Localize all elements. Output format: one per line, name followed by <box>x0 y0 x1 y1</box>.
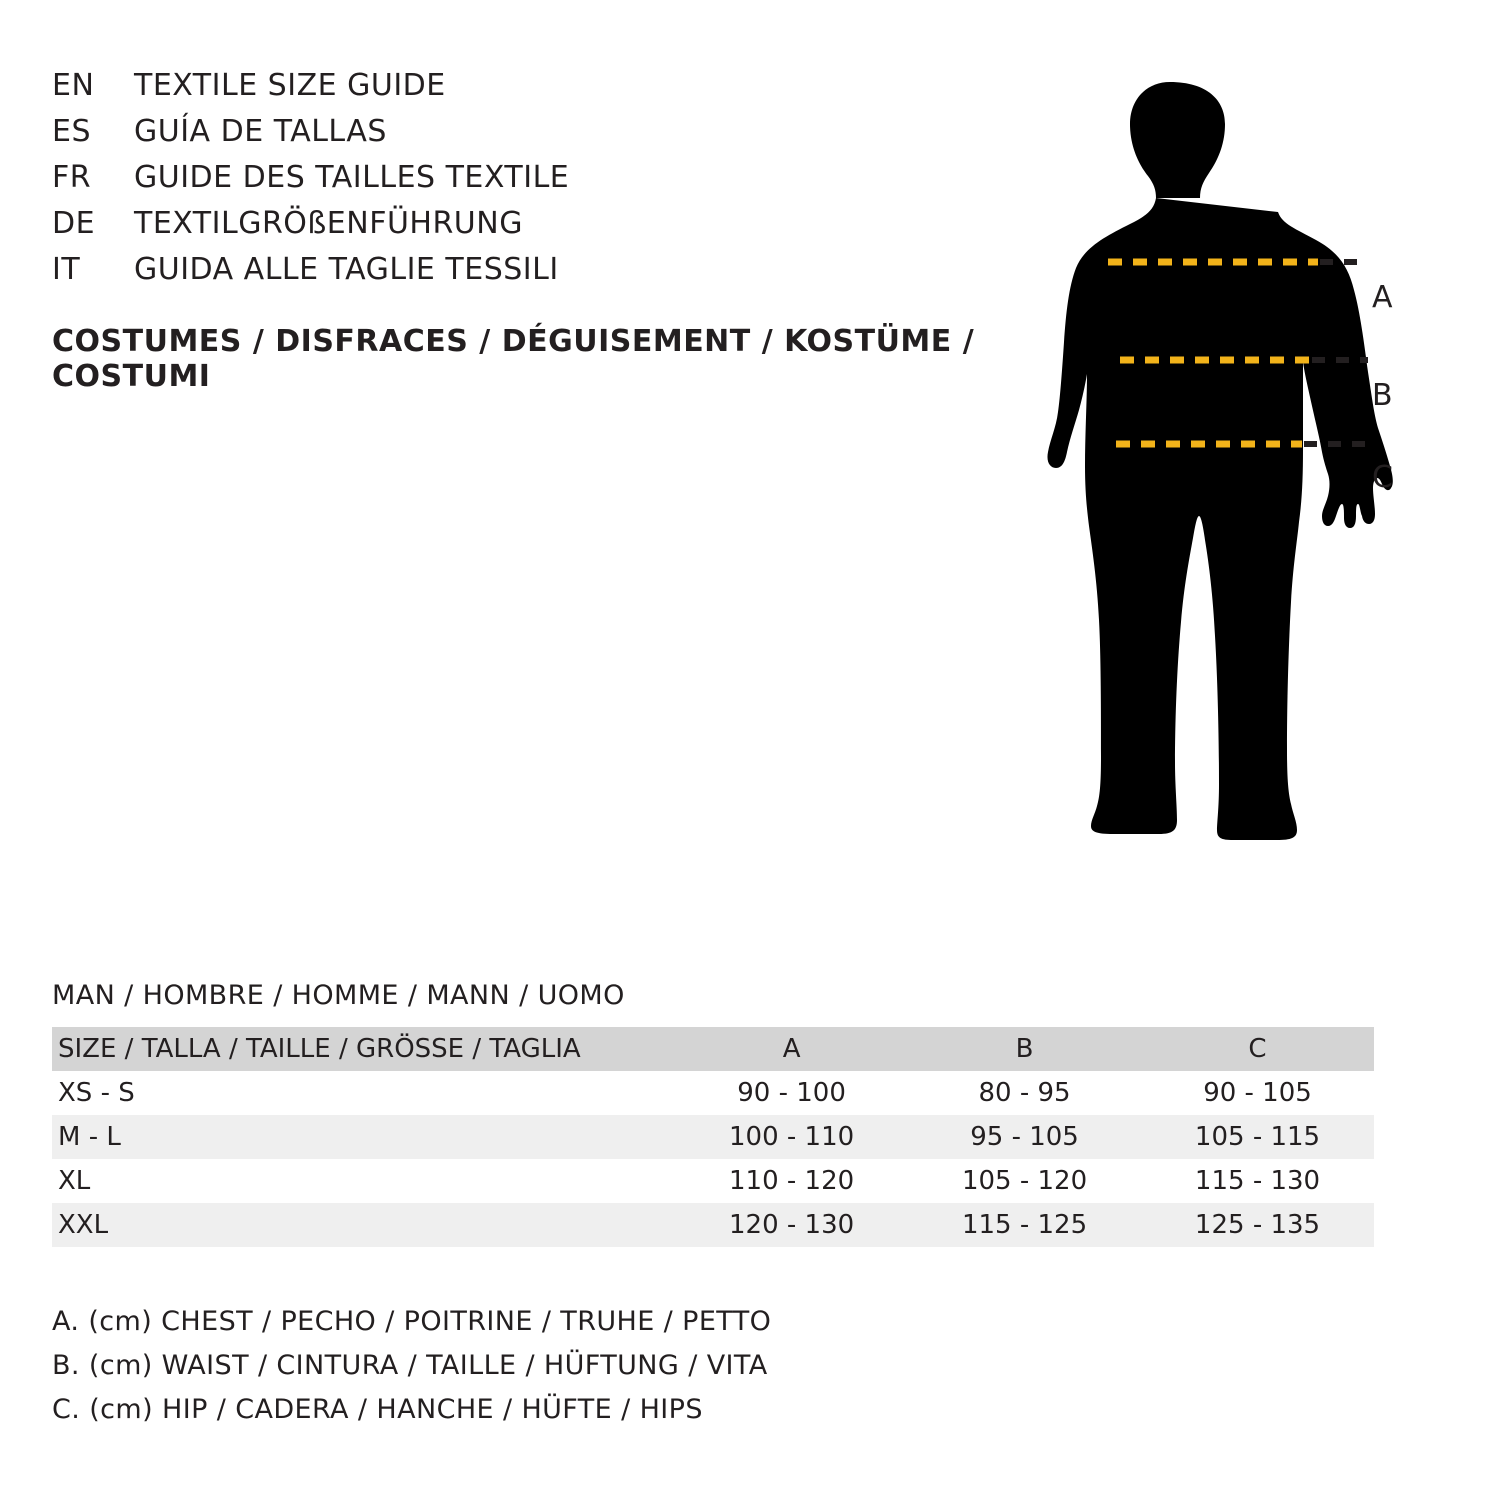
legend-item-b: B. (cm) WAIST / CINTURA / TAILLE / HÜFTUNG / VITA <box>52 1350 768 1381</box>
cell-b: 115 - 125 <box>961 1210 1088 1240</box>
table-row <box>52 1071 1374 1115</box>
costumes-subtitle: COSTUMES / DISFRACES / DÉGUISEMENT / KOSTÜME / COSTUMI <box>52 324 975 394</box>
language-title: GUIDA ALLE TAGLIE TESSILI <box>134 252 559 287</box>
size-table-body <box>52 1071 1374 1247</box>
measurement-legend <box>52 1300 1052 1432</box>
language-row-es <box>52 114 1032 160</box>
cell-a: 120 - 130 <box>729 1210 855 1240</box>
table-row <box>52 1203 1374 1247</box>
cell-a: 100 - 110 <box>729 1122 855 1152</box>
table-header-row <box>52 1027 1374 1071</box>
cell-size: XS - S <box>58 1078 135 1108</box>
cell-c: 125 - 135 <box>1194 1210 1321 1240</box>
cell-c: 105 - 115 <box>1194 1122 1321 1152</box>
table-row <box>52 1159 1374 1203</box>
cell-size: M - L <box>58 1122 121 1152</box>
table-row <box>52 1115 1374 1159</box>
column-header-a: A <box>782 1034 801 1064</box>
language-row-it <box>52 252 1032 298</box>
language-row-fr <box>52 160 1032 206</box>
size-guide-header <box>52 68 1032 394</box>
language-row-de <box>52 206 1032 252</box>
marker-label-c: C <box>1372 460 1393 495</box>
cell-b: 105 - 120 <box>961 1166 1088 1196</box>
language-title: TEXTILGRÖßENFÜHRUNG <box>134 206 523 241</box>
size-table-head <box>52 1027 1374 1071</box>
cell-c: 115 - 130 <box>1194 1166 1321 1196</box>
language-title: GUIDE DES TAILLES TEXTILE <box>134 160 570 195</box>
language-code: DE <box>52 206 96 241</box>
language-code: IT <box>52 252 81 287</box>
table-caption: MAN / HOMBRE / HOMME / MANN / UOMO <box>52 980 625 1011</box>
legend-item-c: C. (cm) HIP / CADERA / HANCHE / HÜFTE / HIPS <box>52 1394 703 1425</box>
cell-size: XXL <box>58 1210 109 1240</box>
column-header-size: SIZE / TALLA / TAILLE / GRÖSSE / TAGLIA <box>58 1034 581 1064</box>
language-code: EN <box>52 68 95 103</box>
language-row-en <box>52 68 1032 114</box>
marker-label-a: A <box>1372 280 1393 315</box>
size-table <box>52 1027 1374 1247</box>
language-code: ES <box>52 114 91 149</box>
legend-item-a: A. (cm) CHEST / PECHO / POITRINE / TRUHE / PETTO <box>52 1306 772 1337</box>
cell-size: XL <box>58 1166 91 1196</box>
column-header-c: C <box>1248 1034 1267 1064</box>
language-title: GUÍA DE TALLAS <box>134 114 387 149</box>
body-measurement-diagram <box>1020 40 1440 940</box>
cell-c: 90 - 105 <box>1203 1078 1312 1108</box>
cell-a: 90 - 100 <box>737 1078 846 1108</box>
column-header-b: B <box>1015 1034 1034 1064</box>
marker-label-b: B <box>1372 378 1393 413</box>
language-code: FR <box>52 160 92 195</box>
cell-a: 110 - 120 <box>729 1166 855 1196</box>
cell-b: 80 - 95 <box>978 1078 1071 1108</box>
language-title: TEXTILE SIZE GUIDE <box>134 68 446 103</box>
cell-b: 95 - 105 <box>970 1122 1079 1152</box>
size-table-section <box>52 980 1452 1247</box>
